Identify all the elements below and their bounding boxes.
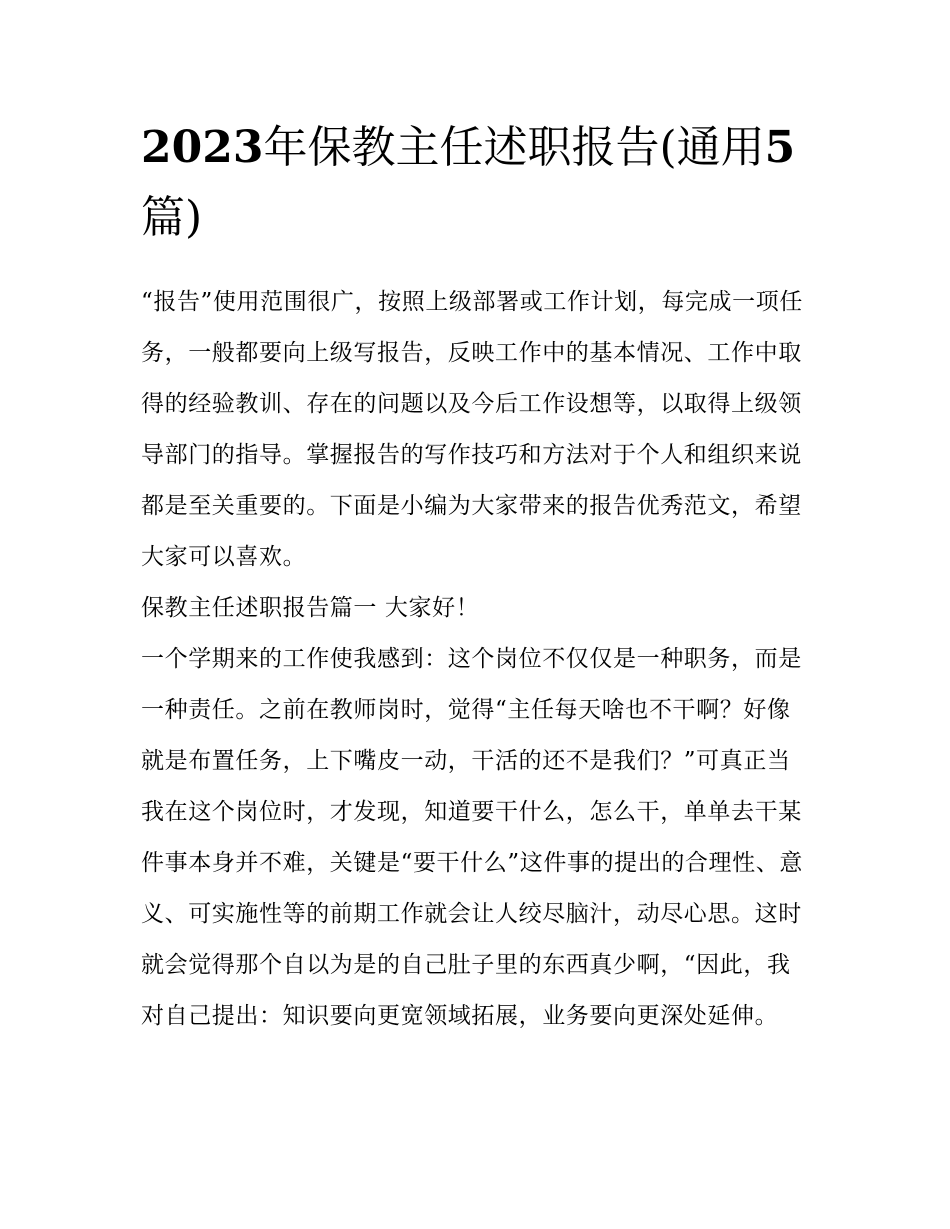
title-text-2: 篇) bbox=[141, 192, 203, 243]
title-text-1: 年保教主任述职报告(通用 bbox=[263, 122, 765, 173]
title-year: 2023 bbox=[141, 122, 264, 173]
document-body bbox=[141, 277, 813, 1042]
document-title bbox=[141, 113, 821, 253]
intro-paragraph: “报告”使用范围很广，按照上级部署或工作计划，每完成一项任务，一般都要向上级写报告，反映工作中的基本情况、工作中取得的经验教训、存在的问题以及今后工作设想等，以取得上级领导部门的指导。掌握报告的写作技巧和方法对于个人和组织来说都是至关重要的。下面是小编为大家带来的报告优秀范文，希望大家可以喜欢。 bbox=[141, 289, 803, 570]
title-count: 5 bbox=[764, 122, 796, 173]
body-paragraph: 一个学期来的工作使我感到：这个岗位不仅仅是一种职务，而是一种责任。之前在教师岗时，觉得“主任每天啥也不干啊？好像就是布置任务，上下嘴皮一动，干活的还不是我们？”可真正当我在这个岗位时，才发现，知道要干什么，怎么干，单单去干某件事本身并不难，关键是“要干什么”这件事的提出的合理性、意义、可实施性等的前期工作就会让人绞尽脑汁，动尽心思。这时就会觉得那个自以为是的自己肚子里的东西真少啊，“因此，我对自己提出：知识要向更宽领域拓展，业务要向更深处延伸。 bbox=[141, 646, 803, 1029]
section-heading-paragraph: 保教主任述职报告篇一 大家好！ bbox=[141, 595, 480, 621]
